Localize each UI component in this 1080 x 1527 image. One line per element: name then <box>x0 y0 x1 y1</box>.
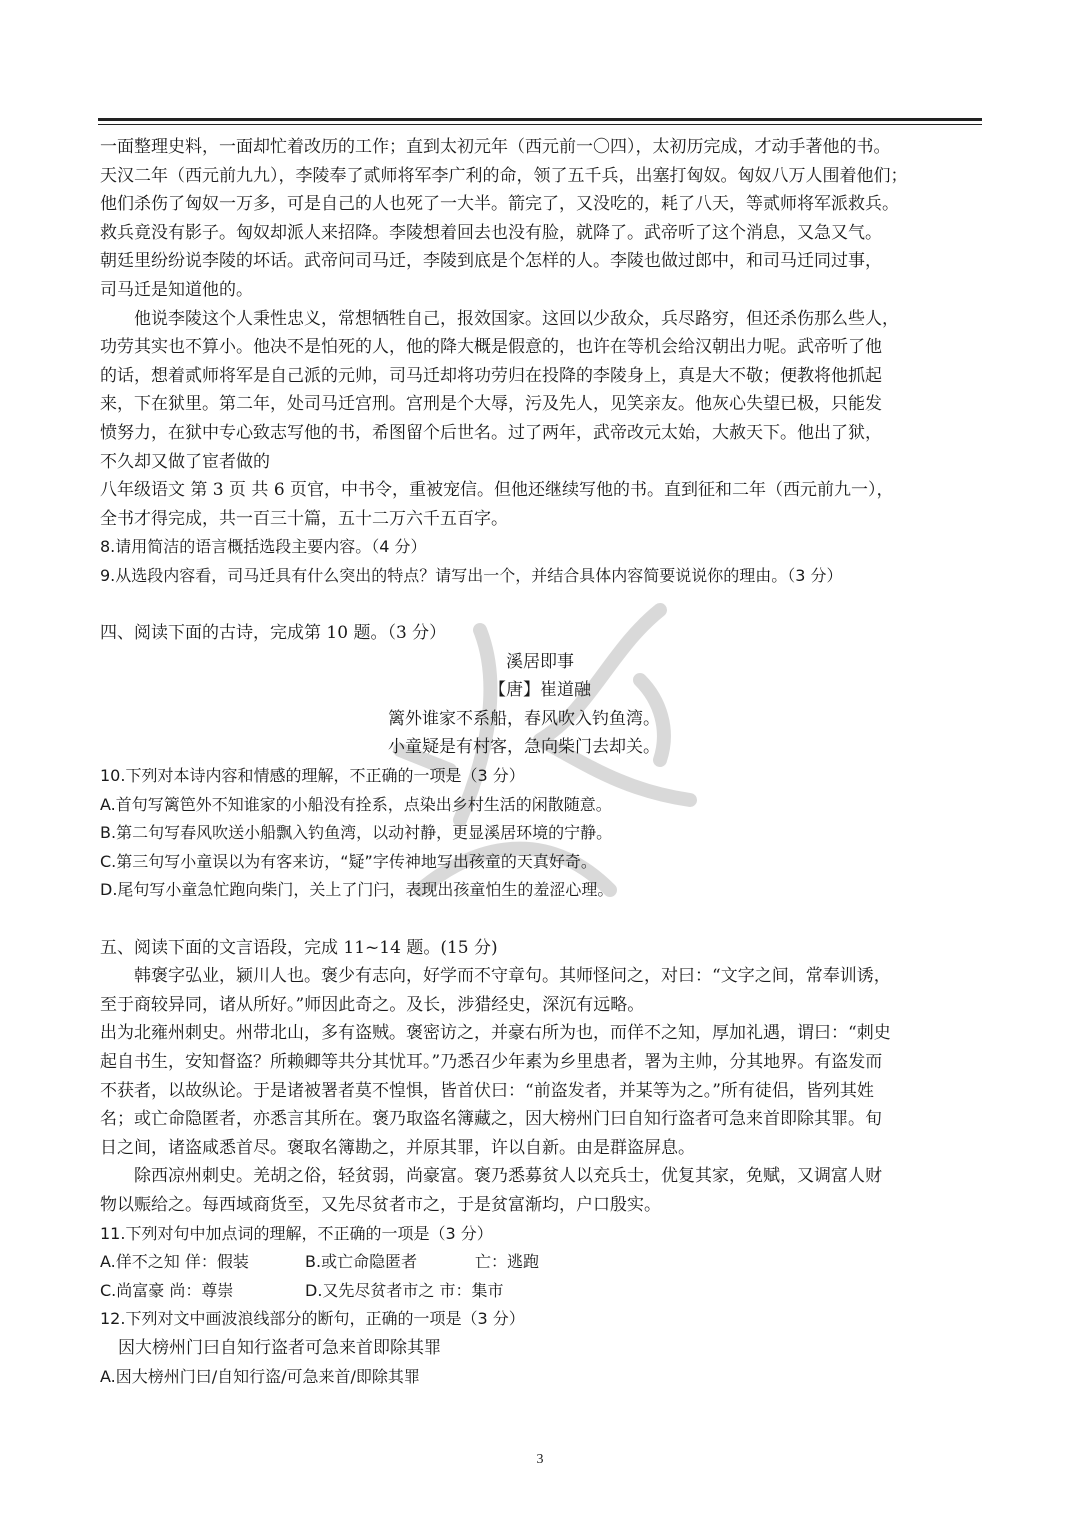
option-b: B.第二句写春风吹送小船飘入钓鱼湾，以动衬静，更显溪居环境的宁静。 <box>100 823 613 843</box>
classical-line: 物以赈给之。每西域商货至，又先尽贫者市之，于是贫富渐均，户口殷实。 <box>100 1194 661 1215</box>
classical-line: 至于商较异同，诸从所好。”师因此奇之。及长，涉猎经史，深沉有远略。 <box>100 994 645 1015</box>
classical-line: 日之间，诸盗咸悉首尽。褒取名簿勘之，并原其罪，许以自新。由是群盗屏息。 <box>100 1137 695 1158</box>
classical-line: 出为北雍州刺史。州带北山，多有盗贼。褒密访之，并豪右所为也，而佯不之知，厚加礼遇，谓曰：“刺史 <box>100 1023 891 1044</box>
passage-line: 功劳其实也不算小。他决不是怕死的人，他的降大概是假意的，也许在等机会给汉朝出力呢。武帝听了他 <box>100 337 882 358</box>
q12-option-a: A.因大榜州门曰/自知行盗/可急来首/即除其罪 <box>100 1366 420 1386</box>
passage-line: 不久却又做了宦者做的 <box>100 451 270 472</box>
passage-line: 他们杀伤了匈奴一万多，可是自己的人也死了一大半。箭完了，又没吃的，耗了八天，等贰师将军派救兵。 <box>100 194 899 215</box>
question-11: 11.下列对句中加点词的理解，不正确的一项是（3 分） <box>100 1223 493 1243</box>
passage-line: 愤努力，在狱中专心致志写他的书，希图留个后世名。过了两年，武帝改元太始，大赦天下。他出了狱， <box>100 422 882 443</box>
passage-line: 朝廷里纷纷说李陵的坏话。武帝问司马迁，李陵到底是个怎样的人。李陵也做过郎中，和司马迁同过事， <box>100 251 882 272</box>
page-content <box>100 133 980 1391</box>
passage-line: 一面整理史料，一面却忙着改历的工作；直到太初元年（西元前一〇四），太初历完成，才动手著他的书。 <box>100 137 891 157</box>
option-c: C.第三句写小童误以为有客来访，“疑”字传神地写出孩童的天真好奇。 <box>100 851 597 871</box>
question-12: 12.下列对文中画波浪线部分的断句，正确的一项是（3 分） <box>100 1309 525 1329</box>
classical-line: 起自书生，安知督盗？所赖卿等共分其忧耳。”乃悉召少年素为乡里患者，署为主帅，分其地界。有盗发而 <box>100 1052 883 1072</box>
passage-line: 天汉二年（西元前九九），李陵奉了贰师将军李广利的命，领了五千兵，出塞打匈奴。匈奴八万人围着他们； <box>100 165 908 186</box>
q11-options-row2 <box>100 1277 980 1306</box>
passage-line: 他说李陵这个人秉性忠义，常想牺牲自己，报效国家。这回以少敌众，兵尽路穷，但还杀伤那么些人， <box>134 308 899 329</box>
header-rule-thick <box>98 118 982 121</box>
section-5-heading: 五、阅读下面的文言语段，完成 11~14 题。(15 分) <box>100 937 498 958</box>
q12-sentence: 因大榜州门曰自知行盗者可急来首即除其罪 <box>118 1337 441 1358</box>
question-8: 8.请用简洁的语言概括选段主要内容。（4 分） <box>100 537 427 557</box>
q11-option-b-gloss: 亡：逃跑 <box>475 1252 540 1272</box>
passage-line: 八年级语文 第 3 页 共 6 页官，中书令，重被宠信。但他还继续写他的书。直到征和二年（西元前九一）， <box>100 480 894 501</box>
q11-options-row1 <box>100 1248 980 1277</box>
q11-option-c: C.尚富豪 尚：尊崇 <box>100 1280 234 1300</box>
classical-line: 不获者，以故纵论。于是诸被署者莫不惶惧，皆首伏曰：“前盗发者，并某等为之。”所有徒侣，皆列其姓 <box>100 1080 874 1101</box>
q11-option-a: A.佯不之知 佯：假装 <box>100 1252 249 1272</box>
classical-line: 除西凉州刺史。羌胡之俗，轻贫弱，尚豪富。褒乃悉募贫人以充兵士，优复其家，免赋，又调富人财 <box>134 1166 882 1187</box>
poem-line: 小童疑是有村客，急向柴门去却关。 <box>388 737 660 758</box>
option-a: A.首句写篱笆外不知谁家的小船没有拴系，点染出乡村生活的闲散随意。 <box>100 794 612 814</box>
classical-line: 名；或亡命隐匿者，亦悉言其所在。褒乃取盗名簿藏之，因大榜州门曰自知行盗者可急来首即除其罪。旬 <box>100 1109 882 1130</box>
passage-line: 救兵竟没有影子。匈奴却派人来招降。李陵想着回去也没有脸，就降了。武帝听了这个消息，又急又气。 <box>100 222 882 243</box>
question-9: 9.从选段内容看，司马迁具有什么突出的特点？请写出一个，并结合具体内容简要说说你的理由。（3 分） <box>100 565 843 585</box>
option-d: D.尾句写小童急忙跑向柴门，关上了门闩，表现出孩童怕生的羞涩心理。 <box>100 880 614 900</box>
header-rule-thin <box>98 124 982 125</box>
passage-line: 司马迁是知道他的。 <box>100 279 253 300</box>
q11-option-b: B.或亡命隐匿者 <box>305 1252 418 1272</box>
passage-line: 的话，想着贰师将军是自己派的元帅，司马迁却将功劳归在投降的李陵身上，真是大不敬；便教将他抓起 <box>100 365 882 386</box>
question-10: 10.下列对本诗内容和情感的理解，不正确的一项是（3 分） <box>100 766 525 786</box>
passage-line: 来，下在狱里。第二年，处司马迁宫刑。宫刑是个大辱，污及先人，见笑亲友。他灰心失望已极，只能发 <box>100 394 882 415</box>
poem-author: 【唐】崔道融 <box>489 680 591 701</box>
poem-line: 篱外谁家不系船，春风吹入钓鱼湾。 <box>388 708 660 729</box>
section-4-heading: 四、阅读下面的古诗，完成第 10 题。（3 分） <box>100 623 447 644</box>
passage-line: 全书才得完成，共一百三十篇，五十二万六千五百字。 <box>100 508 508 529</box>
page-number: 3 <box>536 1452 544 1467</box>
poem-title: 溪居即事 <box>506 651 574 672</box>
classical-line: 韩褒字弘业，颍川人也。褒少有志向，好学而不守章句。其师怪问之，对曰：“文字之间，常奉训诱， <box>134 966 891 987</box>
q11-option-d: D.又先尽贫者市之 市：集市 <box>305 1280 504 1300</box>
